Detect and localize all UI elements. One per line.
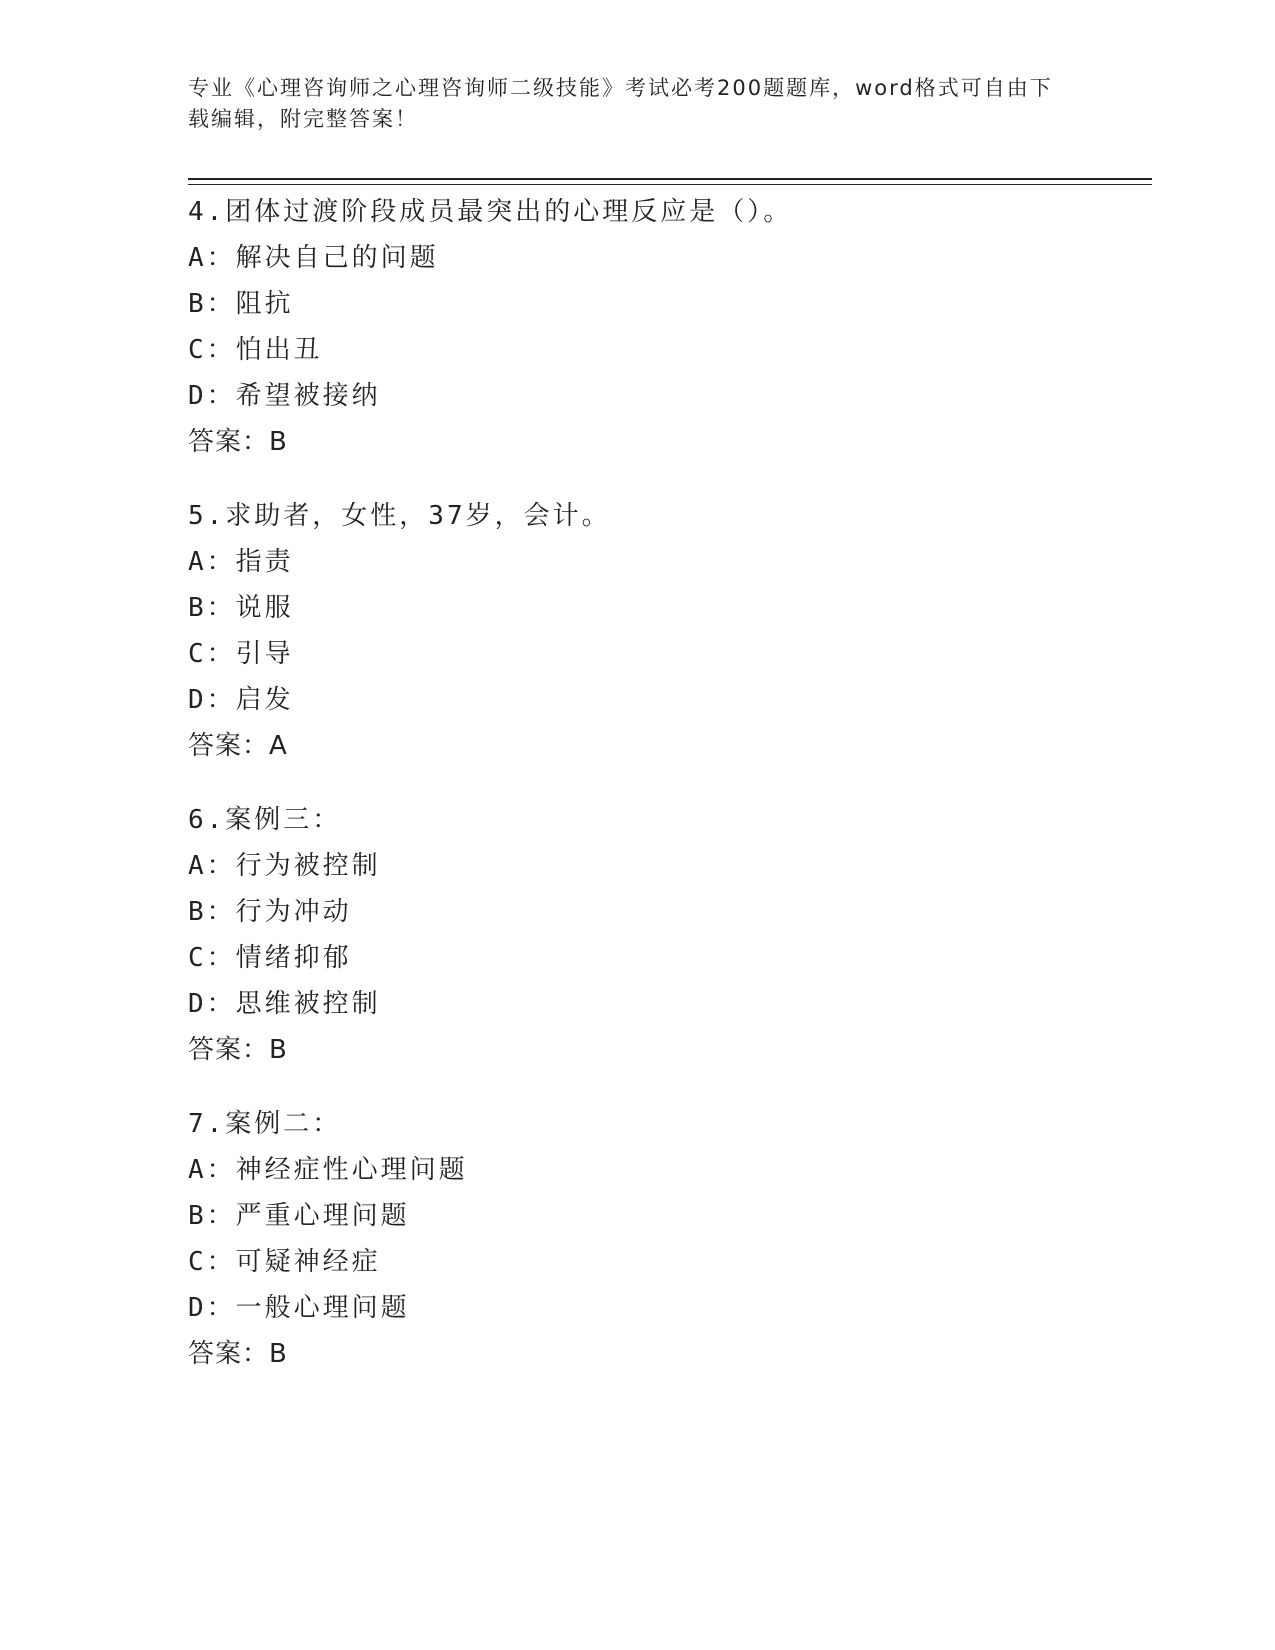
option-a: A：指责 bbox=[188, 547, 294, 577]
answer-line: 答案：B bbox=[188, 1035, 288, 1065]
option-b: B：严重心理问题 bbox=[188, 1201, 410, 1231]
option-b: B：阻抗 bbox=[188, 289, 294, 319]
question-stem: 4.团体过渡阶段成员最突出的心理反应是（）。 bbox=[188, 197, 793, 227]
document-header: 专业《心理咨询师之心理咨询师二级技能》考试必考200题题库，word格式可自由下载编辑，附完整答案！ bbox=[188, 76, 1053, 131]
option-b: B：说服 bbox=[188, 593, 294, 623]
question-list bbox=[188, 189, 1138, 1405]
answer-line: 答案：A bbox=[188, 731, 288, 761]
option-d: D：希望被接纳 bbox=[188, 381, 381, 411]
question-6 bbox=[188, 797, 1138, 1073]
question-7 bbox=[188, 1101, 1138, 1377]
question-5 bbox=[188, 493, 1138, 769]
question-4 bbox=[188, 189, 1138, 465]
option-c: C：情绪抑郁 bbox=[188, 943, 352, 973]
answer-line: 答案：B bbox=[188, 427, 288, 457]
question-stem: 6.案例三： bbox=[188, 805, 342, 835]
question-stem: 7.案例二： bbox=[188, 1109, 342, 1139]
option-b: B：行为冲动 bbox=[188, 897, 352, 927]
header-divider-thick bbox=[188, 178, 1152, 180]
option-d: D：一般心理问题 bbox=[188, 1293, 410, 1323]
option-a: A：行为被控制 bbox=[188, 851, 381, 881]
option-c: C：怕出丑 bbox=[188, 335, 323, 365]
question-stem: 5.求助者，女性，37岁，会计。 bbox=[188, 501, 611, 531]
option-c: C：可疑神经症 bbox=[188, 1247, 381, 1277]
option-a: A：神经症性心理问题 bbox=[188, 1155, 468, 1185]
answer-line: 答案：B bbox=[188, 1339, 288, 1369]
header-divider-thin bbox=[188, 184, 1152, 185]
option-d: D：启发 bbox=[188, 685, 294, 715]
option-d: D：思维被控制 bbox=[188, 989, 381, 1019]
option-c: C：引导 bbox=[188, 639, 294, 669]
option-a: A：解决自己的问题 bbox=[188, 243, 439, 273]
